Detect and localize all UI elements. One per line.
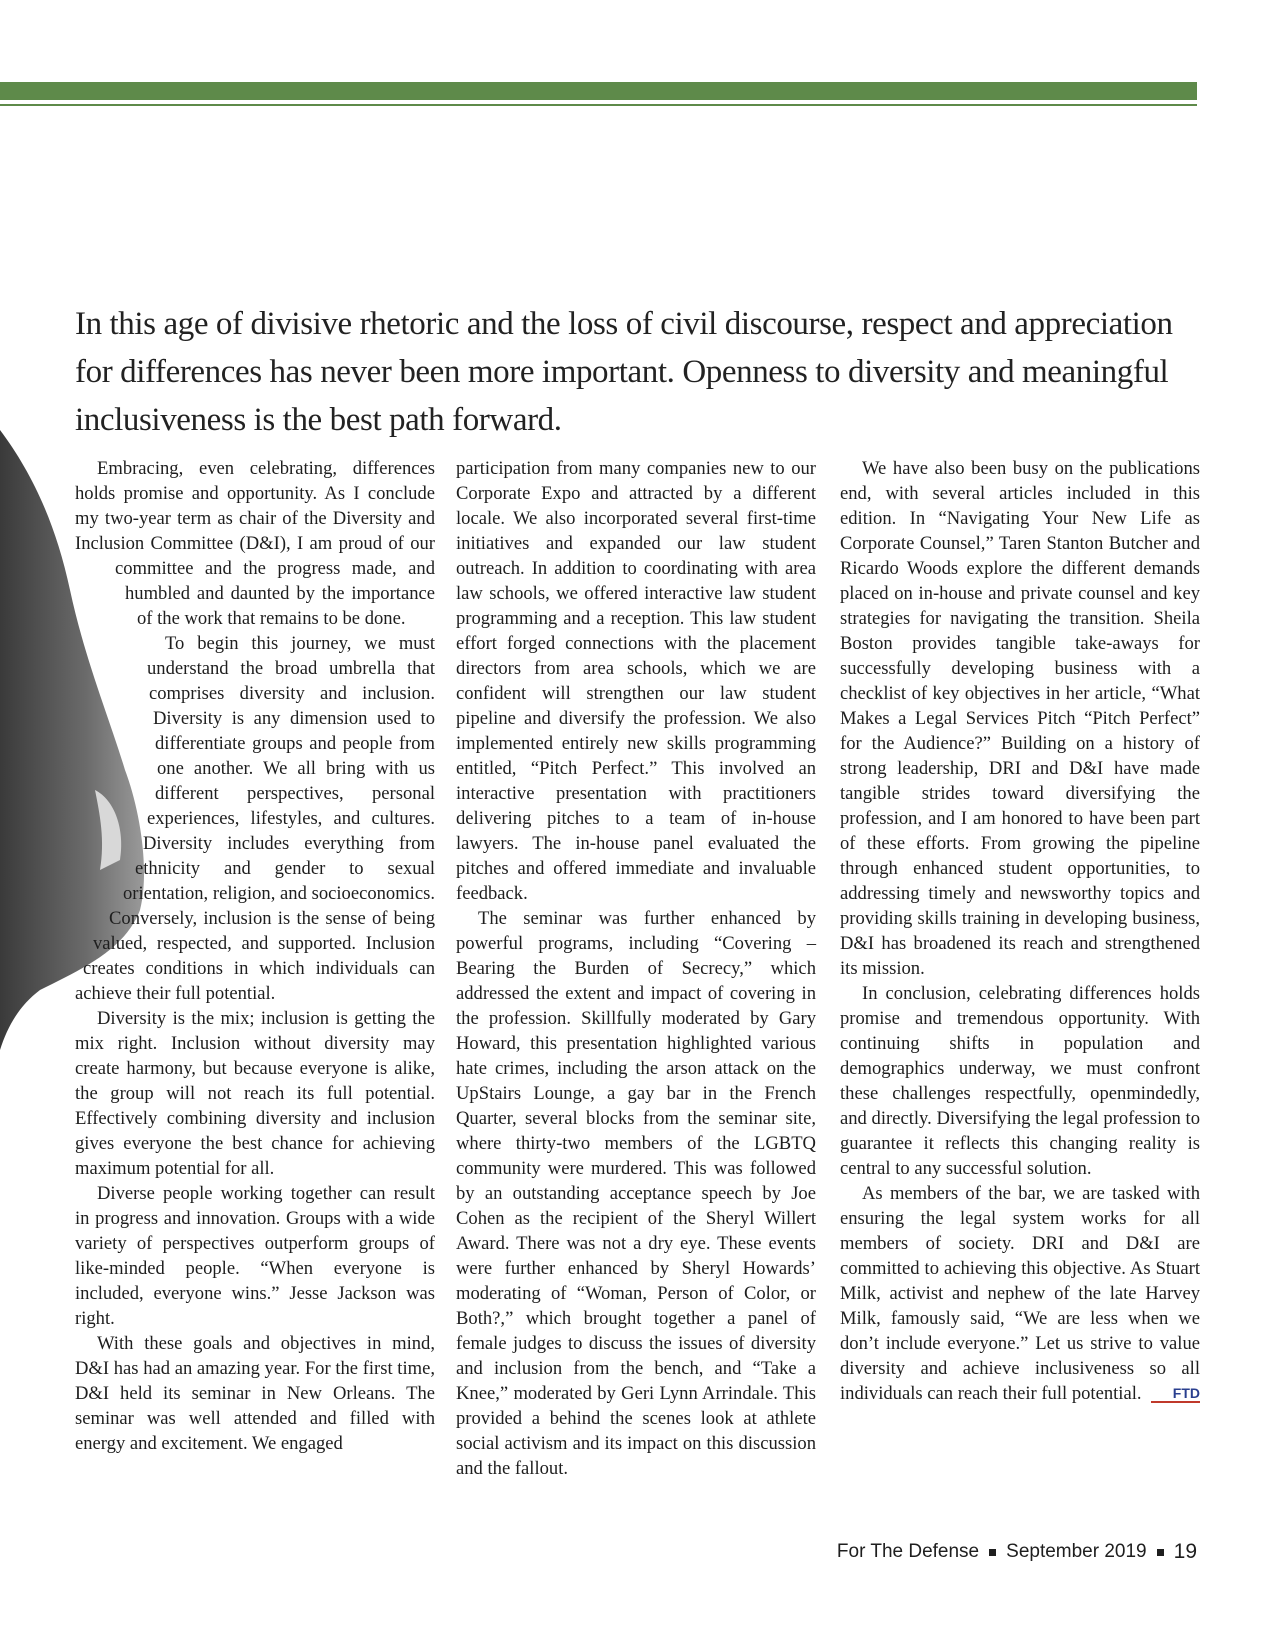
paragraph: Diversity is the mix; inclusion is getting the mix right. Inclusion without diversity may create harmony, but because everyone is alike, the group will not reach its full potential. Effectively combining diversity and inclusion gives everyone the best chance for achieving maximum potential for all.	[75, 1008, 435, 1179]
paragraph: The seminar was further enhanced by powerful programs, including “Covering – Bearing the Burden of Secrecy,” which addressed the extent and impact of covering in the profession. Skillfully moderated by Gary Howard, this presentation highlighted various hate crimes, including the arson attack on the UpStairs Lounge, a gay bar in the French Quarter, several blocks from the seminar site, where thirty-two members of the LGBTQ community were murdered. This was followed by an outstanding acceptance speech by Joe Cohen as the recipient of the Sheryl Willert Award. There was not a dry eye. These events were further enhanced by Sheryl Howards’ moderating of “Woman, Person of Color, or Both?,” which brought together a panel of female judges to discuss the issues of diversity and inclusion from the bench, and “Take a Knee,” moderated by Geri Lynn Arrindale. This provided a behind the scenes look at athlete social activism and its impact on this discussion and the fallout.	[456, 908, 816, 1479]
paragraph: Diverse people working together can result in progress and innovation. Groups with a wide variety of perspectives outperform groups of like-minded people. “When everyone is included, everyone wins.” Jesse Jackson was right.	[75, 1183, 435, 1329]
paragraph: Embracing, even celebrating, differences holds promise and opportunity. As I conclude my two-year term as chair of the Diversity and Inclusion Committee (D&I), I am proud of our committee and the progress made, and humbled and daunted by the importance of the work that remains to be done.	[75, 458, 435, 629]
paragraph-text: As members of the bar, we are tasked with ensuring the legal system works for all members of society. DRI and D&I are committed to achieving this objective. As Stuart Milk, activist and nephew of the late Harvey Milk, famously said, “We are less when we don’t include everyone.” Let us strive to value diversity and achieve inclusiveness so all individuals can reach their full potential.	[840, 1183, 1200, 1404]
paragraph: In conclusion, celebrating differences holds promise and tremendous opportunity. With continuing shifts in population and demographics underway, we must confront these challenges respectfully, openmindedly, and directly. Diversifying the legal profession to guarantee it reflects this changing reality is central to any successful solution.	[840, 983, 1200, 1179]
header-rule-thin	[0, 104, 1197, 106]
article-column-1	[75, 456, 435, 1456]
paragraph: participation from many companies new to our Corporate Expo and attracted by a different locale. We also incorporated several first-time initiatives and expanded our law student outreach. In addition to coordinating with area law schools, we offered interactive law student programming and a reception. This law student effort forged connections with the placement directors from area schools, which we are confident will strengthen our law student pipeline and diversify the profession. We also implemented entirely new skills programming entitled, “Pitch Perfect.” This involved an interactive presentation with practitioners delivering pitches to a team of in-house lawyers. The in-house panel evaluated the pitches and offered immediate and invaluable feedback.	[456, 458, 816, 904]
separator-square	[989, 1549, 996, 1556]
paragraph: With these goals and objectives in mind, D&I has had an amazing year. For the first time, D&I held its seminar in New Orleans. The seminar was well attended and filled with energy and excitement. We engaged	[75, 1333, 435, 1454]
page-footer	[837, 1540, 1197, 1564]
separator-square	[1157, 1549, 1164, 1556]
header-rule	[0, 82, 1197, 100]
end-of-article-mark: FTD	[1151, 1385, 1200, 1403]
pull-quote: In this age of divisive rhetoric and the loss of civil discourse, respect and appreciation for differences has never been more important. Openness to diversity and meaningful inclusiveness is the best path forward.	[75, 306, 1173, 438]
publication-name: For The Defense	[836, 1541, 980, 1562]
paragraph: We have also been busy on the publications end, with several articles included in this edition. In “Navigating Your New Life as Corporate Counsel,” Taren Stanton Butcher and Ricardo Woods explore the different demands placed on in-house and private counsel and key strategies for navigating the transition. Sheila Boston provides tangible take-aways for successfully developing business with a checklist of key objectives in her article, “What Makes a Legal Services Pitch “Pitch Perfect” for the Audience?” Building on a history of strong leadership, DRI and D&I have made tangible strides toward diversifying the profession, and I am honored to have been part of these efforts. From growing the pipeline through enhanced student opportunities, to addressing timely and newsworthy topics and providing skills training in developing business, D&I has broadened its reach and strengthened its mission.	[840, 458, 1200, 979]
paragraph	[840, 1181, 1200, 1406]
issue-date: September 2019	[1006, 1541, 1147, 1562]
paragraph: To begin this journey, we must understand the broad umbrella that comprises diversity and inclusion. Diversity is any dimension used to differentiate groups and people from one another. We all bring with us different perspectives, personal experiences, lifestyles, and cultures. Diversity includes everything from ethnicity and gender to sexual orientation, religion, and socioeconomics. Conversely, inclusion is the sense of being valued, respected, and supported. Inclusion creates conditions in which individuals can achieve their full potential.	[75, 633, 435, 1004]
article-column-2	[456, 456, 816, 1481]
page-number: 19	[1173, 1540, 1197, 1563]
article-column-3	[840, 456, 1200, 1406]
